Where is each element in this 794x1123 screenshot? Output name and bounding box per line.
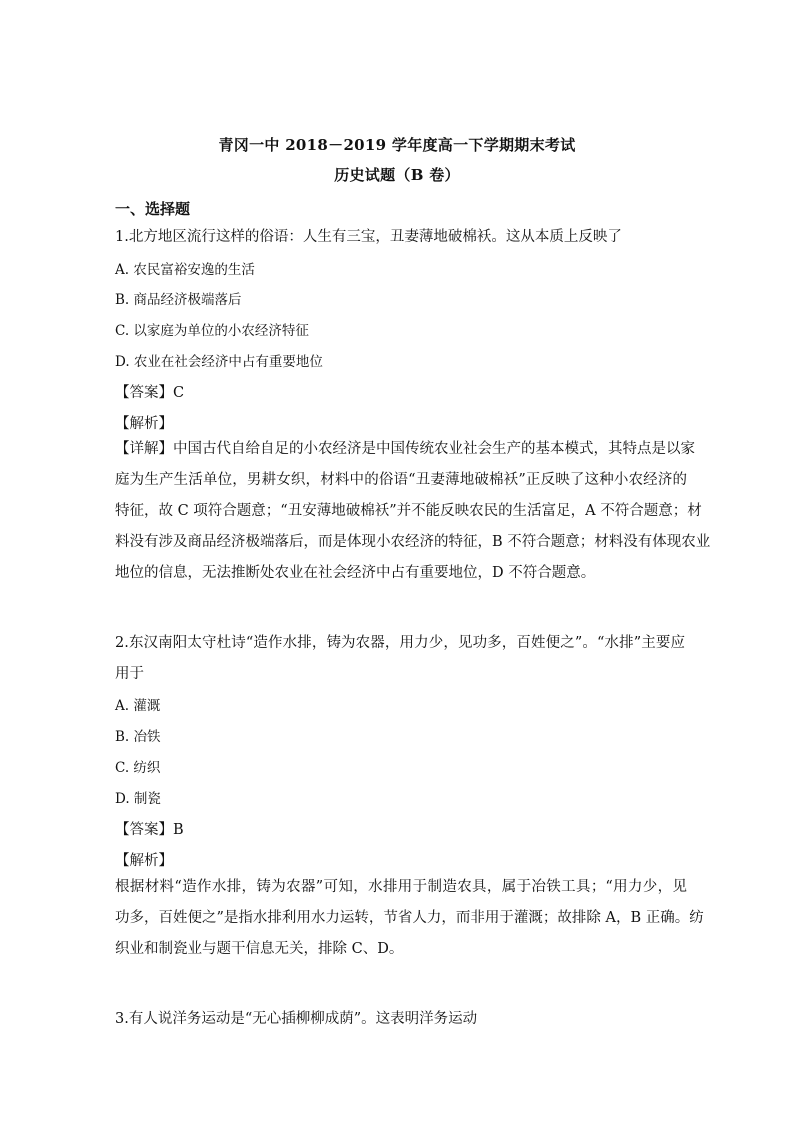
exam-title: 青冈一中 2018－2019 学年度高一下学期期末考试 (218, 136, 576, 154)
question-1-option-c: C. 以家庭为单位的小农经济特征 (115, 323, 309, 339)
question-1-option-d: D. 农业在社会经济中占有重要地位 (115, 354, 323, 370)
question-1-stem (115, 222, 685, 253)
question-1-answer: 【答案】C (115, 385, 185, 401)
analysis-line: 功多，百姓便之”是指水排利用水力运转，节省人力，而非用于灌溉；故排除 A，B 正确。纺 (115, 910, 704, 926)
question-stem-line: 2.东汉南阳太守杜诗“造作水排，铸为农器，用力少，见功多，百姓便之”。“水排”主要应 (115, 635, 685, 651)
question-1-option-a: A. 农民富裕安逸的生活 (115, 262, 255, 278)
question-2-option-b: B. 冶铁 (115, 729, 161, 745)
question-1-analysis-label: 【解析】 (115, 416, 173, 432)
question-stem-line: 1.北方地区流行这样的俗语：人生有三宝，丑妻薄地破棉袄。这从本质上反映了 (115, 229, 622, 245)
question-1-analysis (115, 434, 711, 589)
section-heading: 一、选择题 (115, 200, 191, 218)
analysis-line: 料没有涉及商品经济极端落后，而是体现小农经济的特征，B 不符合题意；材料没有体现农业 (115, 534, 711, 550)
exam-subtitle: 历史试题（B 卷） (334, 166, 460, 184)
question-2-answer: 【答案】B (115, 822, 184, 838)
question-2-stem (115, 628, 685, 690)
analysis-line: 根据材料“造作水排，铸为农器”可知，水排用于制造农具，属于冶铁工具；“用力少，见 (115, 879, 687, 895)
question-3-stem (115, 1004, 685, 1035)
analysis-line: 【详解】中国古代自给自足的小农经济是中国传统农业社会生产的基本模式，其特点是以家 (115, 441, 695, 457)
question-stem-line: 3.有人说洋务运动是“无心插柳柳成荫”。这表明洋务运动 (115, 1011, 478, 1027)
question-2-analysis-label: 【解析】 (115, 853, 173, 869)
analysis-line: 特征，故 C 项符合题意；“丑安薄地破棉袄”并不能反映农民的生活富足，A 不符合题意；材 (115, 503, 702, 519)
question-2-analysis (115, 872, 704, 965)
question-stem-line: 用于 (115, 666, 144, 682)
analysis-line: 织业和制瓷业与题干信息无关，排除 C、D。 (115, 941, 404, 957)
question-2-option-d: D. 制瓷 (115, 791, 161, 807)
analysis-line: 庭为生产生活单位，男耕女织，材料中的俗语“丑妻薄地破棉袄”正反映了这种小农经济的 (115, 472, 687, 488)
analysis-line: 地位的信息，无法推断处农业在社会经济中占有重要地位，D 不符合题意。 (115, 565, 596, 581)
question-2-option-c: C. 纺织 (115, 760, 161, 776)
question-2-option-a: A. 灌溉 (115, 698, 161, 714)
question-1-option-b: B. 商品经济极端落后 (115, 292, 242, 308)
